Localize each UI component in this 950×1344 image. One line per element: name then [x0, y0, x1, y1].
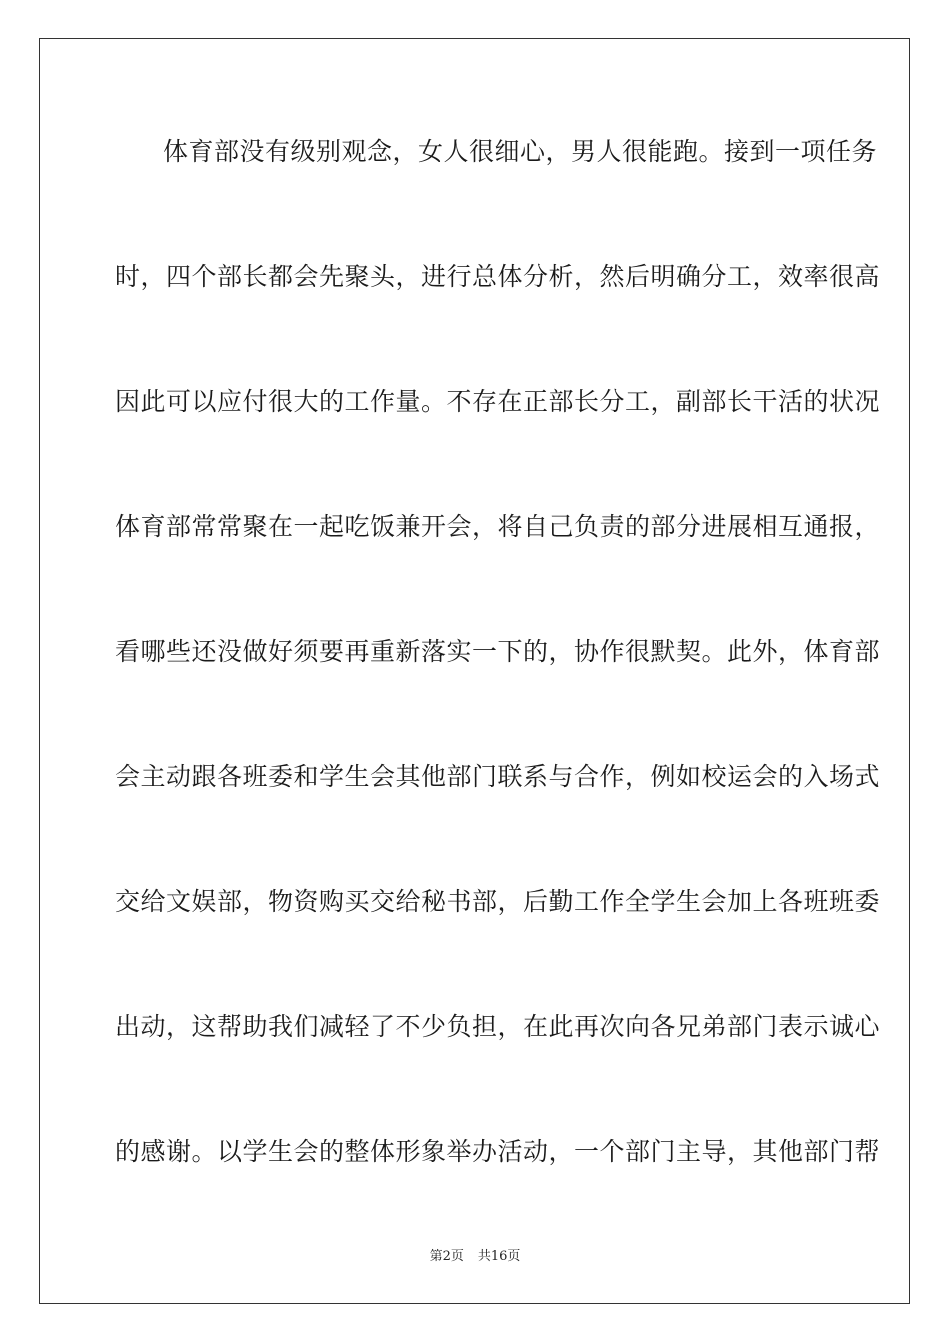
page-number: 第2页	[429, 1249, 464, 1264]
total-pages: 共16页	[477, 1249, 521, 1264]
page-footer	[0, 1245, 950, 1264]
text-line: 时，四个部长都会先聚头，进行总体分析，然后明确分工，效率很高	[115, 262, 881, 291]
text-line: 因此可以应付很大的工作量。不存在正部长分工，副部长干活的状况	[115, 387, 881, 416]
text-line: 交给文娱部，物资购买交给秘书部，后勤工作全学生会加上各班班委	[115, 887, 881, 916]
text-line: 看哪些还没做好须要再重新落实一下的，协作很默契。此外，体育部	[115, 637, 881, 666]
text-line: 会主动跟各班委和学生会其他部门联系与合作，例如校运会的入场式	[115, 762, 881, 791]
text-line: 的感谢。以学生会的整体形象举办活动，一个部门主导，其他部门帮	[115, 1137, 881, 1166]
text-line: 体育部没有级别观念，女人很细心，男人很能跑。接到一项任务	[163, 137, 878, 166]
text-line: 出动，这帮助我们减轻了不少负担，在此再次向各兄弟部门表示诚心	[115, 1012, 881, 1041]
text-line: 体育部常常聚在一起吃饭兼开会，将自己负责的部分进展相互通报，	[115, 512, 881, 541]
